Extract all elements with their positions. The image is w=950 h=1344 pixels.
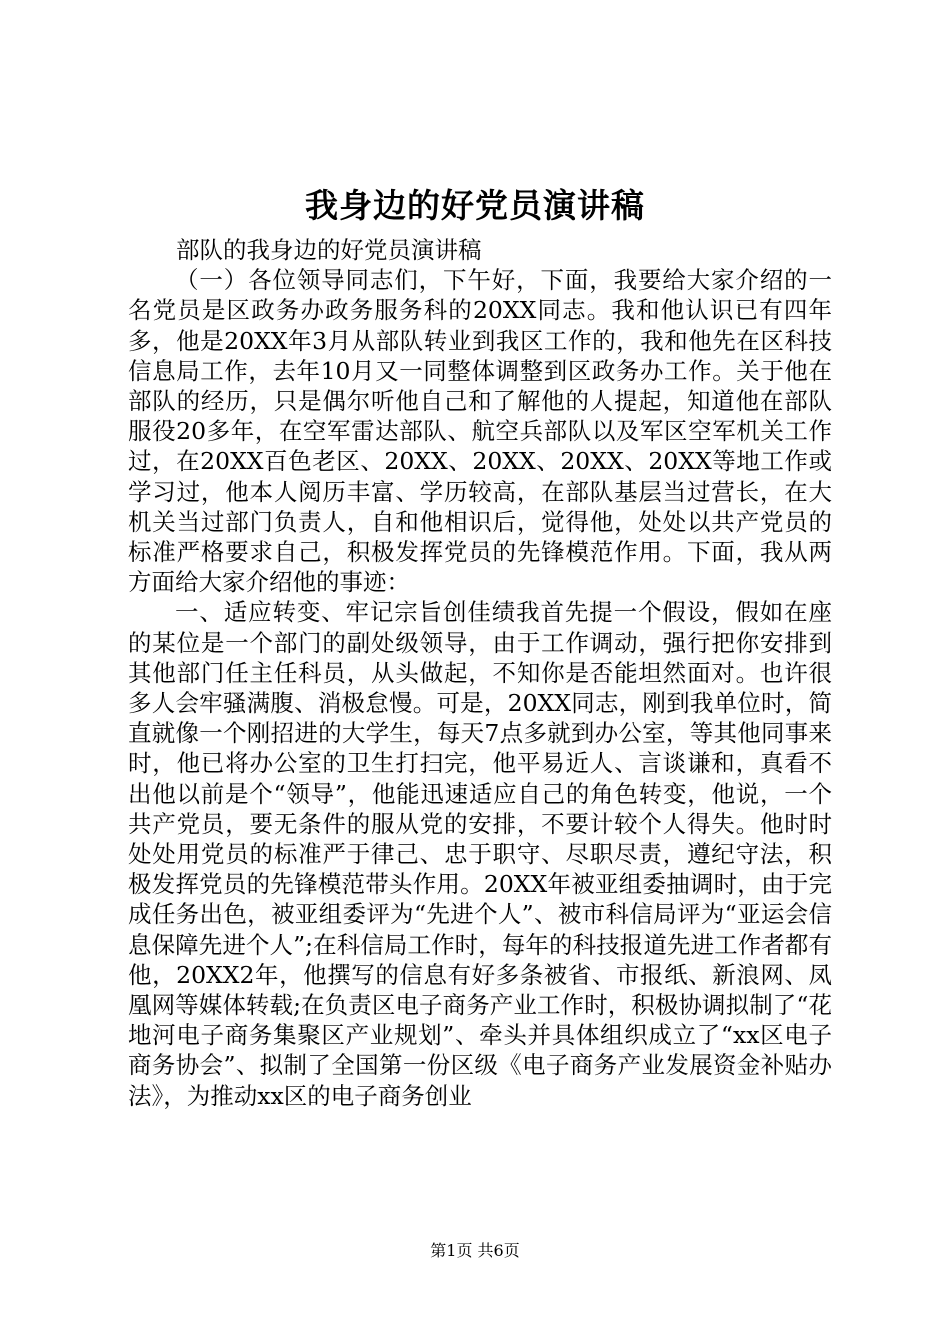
body-paragraph: （一）各位领导同志们，下午好，下面，我要给大家介绍的一名党员是区政务办政务服务科的20XX同志。我和他认识已有四年多，他是20XX年3月从部队转业到我区工作的，我和他先在区科技信息局工作，去年10月又一同整体调整到区政务办工作。关于他在部队的经历，只是偶尔听他自己和了解他的人提起，知道他在部队服役20多年，在空军雷达部队、航空兵部队以及军区空军机关工作过，在20XX百色老区、20XX、20XX、20XX、20XX等地工作或学习过，他本人阅历丰富、学历较高，在部队基层当过营长，在大机关当过部门负责人，自和他相识后，觉得他，处处以共产党员的标准严格要求自己，积极发挥党员的先锋模范作用。下面，我从两方面给大家介绍他的事迹： (128, 266, 832, 597)
document-subtitle: 部队的我身边的好党员演讲稿 (176, 236, 482, 264)
document-body (128, 235, 832, 1111)
page-number-footer: 第1页 共6页 (430, 1241, 520, 1260)
body-paragraph: 一、适应转变、牢记宗旨创佳绩我首先提一个假设，假如在座的某位是一个部门的副处级领导，由于工作调动，强行把你安排到其他部门任主任科员，从头做起，不知你是否能坦然面对。也许很多人会牢骚满腹、消极怠慢。可是，20XX同志，刚到我单位时，简直就像一个刚招进的大学生，每天7点多就到办公室，等其他同事来时，他已将办公室的卫生打扫完，他平易近人、言谈谦和，真看不出他以前是个“领导”，他能迅速适应自己的角色转变，他说，一个共产党员，要无条件的服从党的安排，不要计较个人得失。他时时处处用党员的标准严于律己、忠于职守、尽职尽责，遵纪守法，积极发挥党员的先锋模范带头作用。20XX年被亚组委抽调时，由于完成任务出色，被亚组委评为“先进个人”、被市科信局评为“亚运会信息保障先进个人”;在科信局工作时，每年的科技报道先进工作者都有他，20XX2年，他撰写的信息有好多条被省、市报纸、新浪网、凤凰网等媒体转载;在负责区电子商务产业工作时，积极协调拟制了“花地河电子商务集聚区产业规划”、牵头并具体组织成立了“xx区电子商务协会”、拟制了全国第一份区级《电子商务产业发展资金补贴办法》，为推动xx区的电子商务创业 (128, 598, 832, 1110)
document-title: 我身边的好党员演讲稿 (305, 186, 645, 225)
